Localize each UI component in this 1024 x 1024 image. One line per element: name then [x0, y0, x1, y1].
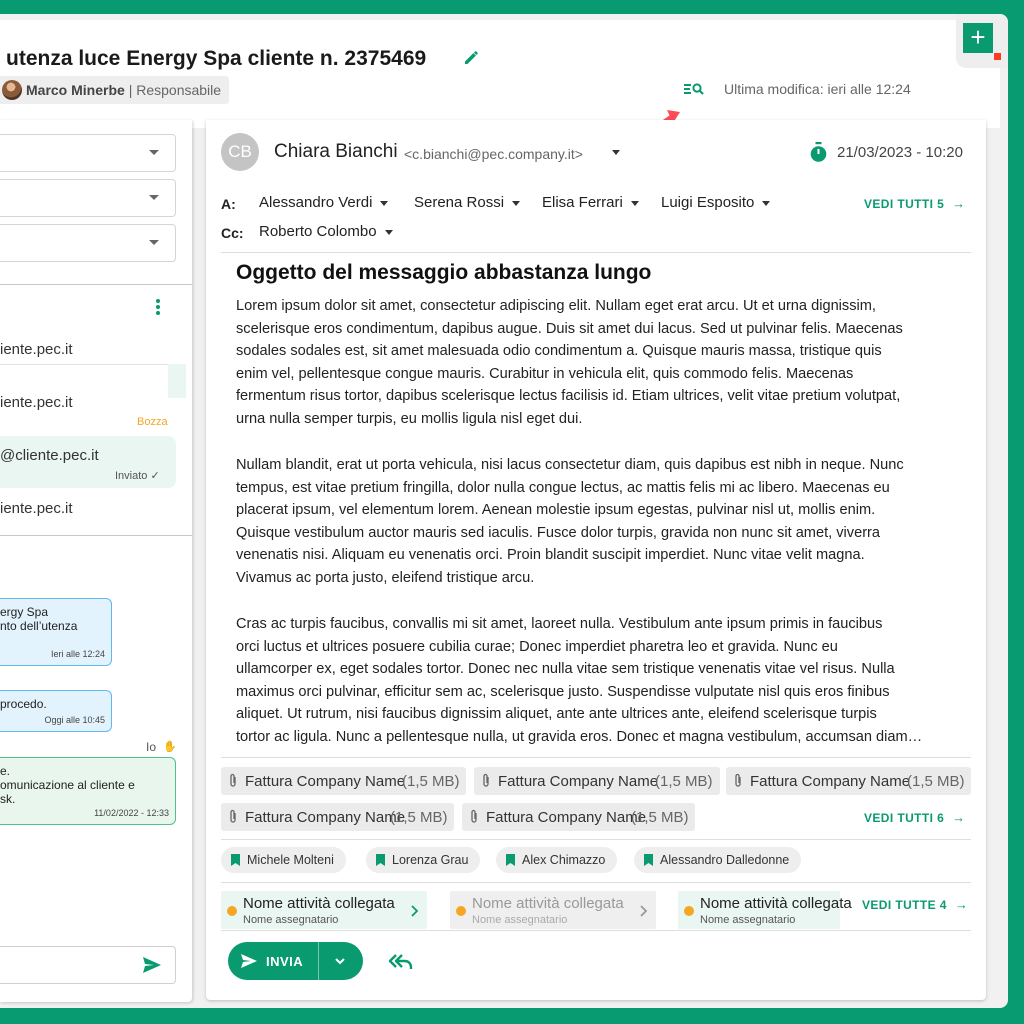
attachment-size: (1,5 MB) [402, 772, 460, 790]
attachment-chip[interactable] [474, 767, 720, 795]
paperclip-icon [228, 773, 238, 789]
attachment-chip[interactable] [221, 767, 466, 795]
avatar: CB [221, 133, 259, 171]
body-line: Cras ac turpis faucibus, convallis mi sit amet, laoreet nulla. Vestibulum ante ipsum primis in faucibus [236, 616, 883, 632]
bookmark-icon [376, 854, 385, 866]
chevron-down-icon [149, 240, 159, 245]
see-all-activities-link[interactable] [862, 897, 968, 912]
to-label: A: [221, 196, 236, 212]
recipient-name: Roberto Colombo [259, 223, 377, 240]
owner-name: Marco Minerbe [26, 82, 125, 98]
body-line: ullamcorper ex, eget sodales tortor. Donec nec nulla vitae sem tristique venenatis vitae vel risus. Nulla [236, 661, 895, 678]
body-line: tortor ac ligula. Nunc a pellentesque nulla, ut gravida eros. Donec et magna vestibulum, accumsan diam… [236, 728, 923, 745]
message-date: 21/03/2023 - 10:20 [837, 144, 963, 161]
body-line: Vivamus ac porta justo, eleifend tristique arcu. [236, 569, 535, 586]
bookmark-icon [231, 854, 240, 866]
divider [0, 284, 192, 285]
body-line: Quisque vestibulum auctor mauris sed iaculis. Fusce dolor turpis, gravida non nunc sit amet, viverra [236, 524, 881, 541]
contact-tag[interactable] [496, 847, 617, 873]
attachment-name: Fattura Company Name [245, 772, 406, 790]
chat-time: Oggi alle 10:45 [44, 715, 105, 725]
activity-name: Nome attività collegata [243, 895, 395, 912]
scrollbar-thumb[interactable] [168, 364, 186, 398]
tag-label: Lorenza Grau [392, 853, 469, 867]
plus-icon[interactable]: + [963, 23, 993, 53]
recipient-chip[interactable] [414, 194, 520, 211]
body-line: tempus, est vitae pretium fringilla, dolor nulla congue lectus, ac mattis felis mi ac libero. Maecenas eu [236, 479, 890, 496]
divider [221, 930, 971, 931]
body-line: scelerisque eros condimentum, dapibus augue. Duis sit amet dui lacus. Sed ut pulvinar felis. Maecenas [236, 320, 903, 337]
owner-role: | Responsabile [128, 82, 222, 98]
divider [221, 882, 971, 883]
chat-line: nto dell’utenza [0, 619, 78, 633]
sender-email: <c.bianchi@pec.company.it> [404, 146, 583, 162]
paperclip-icon [469, 809, 479, 825]
chat-bubble [0, 598, 112, 666]
ticket-header [0, 20, 1000, 128]
paperclip-icon [228, 809, 238, 825]
arrow-right-icon: → [954, 897, 969, 912]
owner-chip[interactable] [0, 76, 229, 104]
body-line: sodales sodales est, sit amet malesuada odio condimentum a. Quisque mauris massa, tristique quis [236, 343, 882, 360]
timer-icon [809, 142, 828, 163]
attachment-name: Fattura Company Name [486, 808, 647, 826]
chevron-right-icon [640, 905, 648, 917]
filter-select-1[interactable] [0, 134, 176, 172]
reply-all-icon[interactable] [389, 952, 413, 970]
bookmark-icon [644, 854, 653, 866]
body-line: venenatis nisi. Aliquam eu venenatis orci. Proin blandit suscipit imperdiet. Nunc vitae velit magna. [236, 547, 865, 564]
body-line: placerat ipsum, vel elementum lorem. Aenean molestie ipsum egestas, pulvinar nisl ut, mollis enim. [236, 502, 876, 519]
recipient-name: Serena Rossi [414, 194, 505, 211]
mail-item[interactable]: iente.pec.it [0, 500, 73, 517]
app-window [0, 14, 1008, 1008]
mail-item[interactable]: iente.pec.it [0, 394, 73, 411]
attachment-chip[interactable] [462, 803, 695, 831]
linked-activity[interactable] [221, 891, 427, 929]
body-line: orci luctus et ultrices posuere cubilia curae; Donec imperdiet pharetra leo et gravida. Nunc eu [236, 638, 838, 655]
attachment-size: (1,5 MB) [907, 772, 965, 790]
attachment-size: (1,5 MB) [390, 808, 448, 826]
tag-label: Michele Molteni [247, 853, 334, 867]
avatar [2, 80, 22, 100]
tag-label: Alessandro Dalledonne [660, 853, 790, 867]
send-icon [240, 953, 258, 969]
page-title: utenza luce Energy Spa cliente n. 2375469 [6, 47, 427, 70]
message-subject: Oggetto del messaggio abbastanza lungo [236, 261, 652, 284]
chevron-down-icon [631, 201, 639, 206]
divider [318, 942, 319, 980]
filter-select-2[interactable] [0, 179, 176, 217]
body-line: aliquet. Ut rutrum, nisi faucibus dignissim aliquet, ante ante ultrices ante, eleifend scelerisque turpis [236, 706, 877, 723]
status-dot [456, 906, 466, 916]
search-list-icon[interactable] [683, 80, 705, 98]
chat-line: procedo. [0, 697, 47, 711]
see-all-label: VEDI TUTTI 5 [864, 197, 945, 211]
status-dot [684, 906, 694, 916]
activity-name: Nome attività collegata [472, 895, 624, 912]
paperclip-icon [481, 773, 491, 789]
chevron-down-icon[interactable] [334, 955, 346, 967]
recipient-name: Elisa Ferrari [542, 194, 623, 211]
chat-line: e. [0, 764, 11, 778]
chevron-down-icon [149, 150, 159, 155]
status-badge: Inviato ✓ [115, 470, 160, 482]
attachment-name: Fattura Company Name [750, 772, 911, 790]
body-line: Lorem ipsum dolor sit amet, consectetur adipiscing elit. Nullam eget erat arcu. Ut et urna dignissim, [236, 298, 876, 314]
cc-label: Cc: [221, 225, 244, 241]
chevron-down-icon [762, 201, 770, 206]
activity-assignee: Nome assegnatario [700, 914, 796, 926]
notification-dot [994, 53, 1001, 60]
chat-time: Ieri alle 12:24 [50, 649, 105, 659]
chevron-down-icon [385, 230, 393, 235]
recipient-name: Alessandro Verdi [259, 194, 373, 211]
chevron-down-icon [149, 195, 159, 200]
contact-tag[interactable] [221, 847, 346, 873]
recipient-chip[interactable] [542, 194, 639, 211]
bookmark-icon [506, 854, 515, 866]
recipient-chip[interactable] [259, 223, 393, 240]
chevron-down-icon [512, 201, 520, 206]
attachment-size: (1,5 MB) [631, 808, 689, 826]
left-panel [0, 120, 192, 1002]
status-badge: Bozza [137, 416, 168, 428]
kebab-icon[interactable] [156, 299, 160, 315]
chat-line: ergy Spa [0, 605, 49, 619]
mail-item[interactable]: iente.pec.it [0, 341, 73, 358]
body-line: Nullam blandit, erat ut porta vehicula, nisi lacus consectetur diam, quis dapibus est nibh in neque. Nunc [236, 457, 904, 473]
edit-icon[interactable] [462, 47, 482, 67]
send-button[interactable] [228, 942, 363, 980]
message-paragraph [236, 613, 960, 749]
send-label: INVIA [266, 954, 304, 969]
activity-name: Nome attività collegata [700, 895, 852, 912]
see-all-label: VEDI TUTTI 6 [864, 811, 945, 825]
attachment-chip[interactable] [726, 767, 971, 795]
attachment-size: (1,5 MB) [655, 772, 713, 790]
body-line: enim vel, pellentesque congue mauris. Curabitur in vehicula elit, quis commodo felis. Maecenas [236, 365, 854, 382]
body-line: fermentum risus tortor, dapibus scelerisque lectus facilisis id. Etiam ultrices, velit vitae pretium volutpat, [236, 388, 901, 405]
chevron-down-icon[interactable] [612, 150, 620, 155]
divider [221, 757, 971, 758]
message-paragraph [236, 295, 960, 431]
last-modified: Ultima modifica: ieri alle 12:24 [724, 81, 911, 97]
filter-select-3[interactable] [0, 224, 176, 262]
recipient-name: Luigi Esposito [661, 194, 755, 211]
attachment-name: Fattura Company Name [245, 808, 406, 826]
contact-tag[interactable] [366, 847, 480, 873]
see-all-recipients-link[interactable] [864, 196, 966, 211]
chat-bubble [0, 690, 112, 732]
divider [0, 535, 192, 536]
message-paragraph [236, 454, 960, 590]
chat-line: omunicazione al cliente e [0, 778, 135, 792]
chat-author: Io [146, 740, 157, 754]
linked-activity[interactable] [678, 891, 852, 929]
divider [221, 252, 971, 253]
arrow-right-icon: → [952, 810, 966, 825]
chevron-right-icon [411, 905, 419, 917]
divider [221, 839, 971, 840]
activity-assignee: Nome assegnatario [243, 914, 339, 926]
contact-tag[interactable] [634, 847, 801, 873]
body-line: urna nulla semper turpis, eu mollis ligula nisl eget dui. [236, 410, 583, 427]
linked-activity[interactable] [450, 891, 656, 929]
body-line: maximus orci pulvinar, efficitur sem ac, scelerisque justo. Suspendisse vulputate nisl quis eros finibus [236, 683, 890, 700]
tag-label: Alex Chimazzo [522, 853, 606, 867]
chat-line: sk. [0, 792, 16, 806]
sender-name: Chiara Bianchi [274, 141, 398, 162]
attachment-chip[interactable] [221, 803, 454, 831]
hand-icon: ✋ [163, 741, 177, 753]
see-all-label: VEDI TUTTE 4 [862, 898, 947, 912]
status-dot [227, 906, 237, 916]
divider [0, 364, 168, 365]
message-card [206, 120, 986, 1000]
chat-time: 11/02/2022 - 12:33 [94, 808, 169, 818]
recipient-chip[interactable] [259, 194, 388, 211]
recipient-chip[interactable] [661, 194, 770, 211]
mail-item[interactable]: @cliente.pec.it [0, 447, 99, 464]
see-all-attachments-link[interactable] [864, 810, 966, 825]
chat-bubble [0, 757, 176, 825]
attachment-name: Fattura Company Name [498, 772, 659, 790]
chevron-down-icon [380, 201, 388, 206]
paperclip-icon [733, 773, 743, 789]
activity-assignee: Nome assegnatario [472, 914, 568, 926]
send-icon[interactable] [142, 956, 162, 974]
arrow-right-icon: → [952, 196, 966, 211]
